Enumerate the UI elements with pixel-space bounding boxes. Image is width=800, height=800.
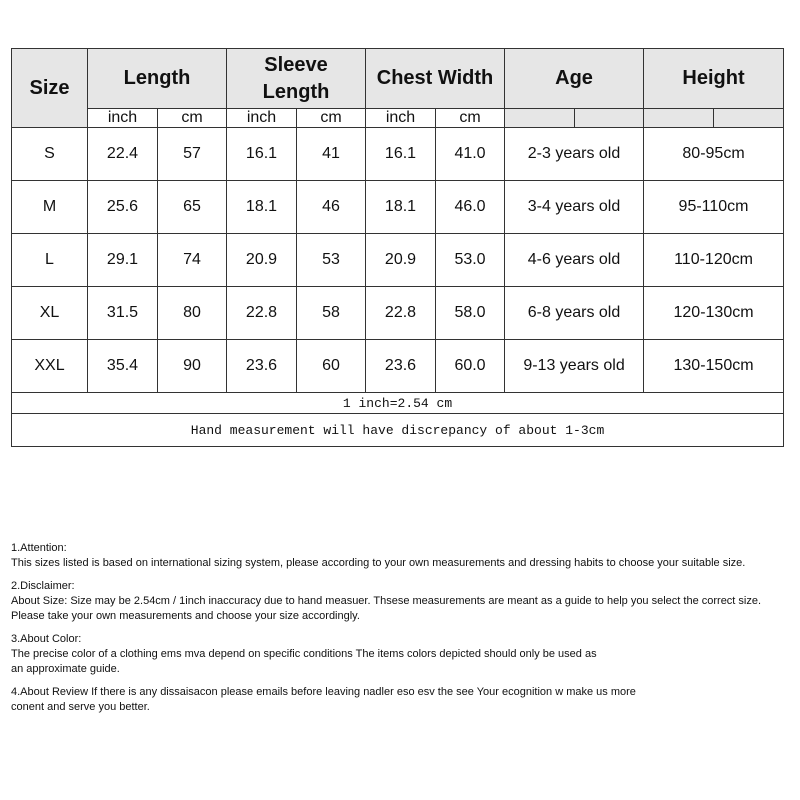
cell-chest-inch: 20.9 xyxy=(366,234,436,287)
conversion-note: 1 inch=2.54 cm xyxy=(12,393,784,414)
review-line1: 4.About Review If there is any dissaisacon please emails before leaving nadler eso esv the see Your ecognition w make us more xyxy=(11,686,636,698)
cell-length-inch: 35.4 xyxy=(88,340,158,393)
cell-sleeve-cm: 53 xyxy=(297,234,366,287)
cell-length-inch: 25.6 xyxy=(88,181,158,234)
cell-length-cm: 80 xyxy=(158,287,227,340)
disclaimer-block xyxy=(11,579,796,624)
disclaimer-line1: About Size: Size may be 2.54cm / 1inch inaccuracy due to hand measuer. Thsese measurements are meant as a guide to help you select the correct size. xyxy=(11,595,762,607)
cell-chest-inch: 22.8 xyxy=(366,287,436,340)
table-row xyxy=(12,234,784,287)
cell-chest-cm: 46.0 xyxy=(436,181,505,234)
cell-sleeve-inch: 20.9 xyxy=(227,234,297,287)
review-line2: conent and serve you better. xyxy=(11,701,150,713)
table-row xyxy=(12,340,784,393)
cell-age: 6-8 years old xyxy=(505,287,644,340)
header-chest-width: Chest Width xyxy=(366,49,505,109)
cell-chest-inch: 23.6 xyxy=(366,340,436,393)
color-block xyxy=(11,632,796,677)
cell-sleeve-inch: 18.1 xyxy=(227,181,297,234)
cell-height: 120-130cm xyxy=(644,287,784,340)
cell-sleeve-inch: 23.6 xyxy=(227,340,297,393)
cell-chest-cm: 41.0 xyxy=(436,128,505,181)
color-line1: The precise color of a clothing ems mva depend on specific conditions The items colors depicted should only be used as xyxy=(11,648,597,660)
cell-sleeve-cm: 60 xyxy=(297,340,366,393)
header-length: Length xyxy=(88,49,227,109)
unit-chest-cm: cm xyxy=(436,109,505,128)
cell-chest-cm: 60.0 xyxy=(436,340,505,393)
header-size: Size xyxy=(12,49,88,128)
cell-sleeve-cm: 41 xyxy=(297,128,366,181)
unit-age-empty-1 xyxy=(505,109,575,128)
notes-section xyxy=(11,541,796,723)
unit-sleeve-inch: inch xyxy=(227,109,297,128)
cell-length-cm: 65 xyxy=(158,181,227,234)
attention-title: 1.Attention: xyxy=(11,542,67,554)
table-row xyxy=(12,181,784,234)
cell-size: XL xyxy=(12,287,88,340)
attention-text: This sizes listed is based on international sizing system, please according to your own measurements and dressing habits to choose your suitable size. xyxy=(11,557,746,569)
discrepancy-note: Hand measurement will have discrepancy of about 1-3cm xyxy=(12,414,784,447)
size-chart-table xyxy=(11,48,784,447)
cell-sleeve-inch: 22.8 xyxy=(227,287,297,340)
cell-age: 2-3 years old xyxy=(505,128,644,181)
unit-height-empty-1 xyxy=(644,109,714,128)
cell-chest-cm: 58.0 xyxy=(436,287,505,340)
cell-sleeve-cm: 46 xyxy=(297,181,366,234)
cell-length-inch: 29.1 xyxy=(88,234,158,287)
table-row xyxy=(12,287,784,340)
disclaimer-line2: Please take your own measurements and choose your size accordingly. xyxy=(11,610,360,622)
color-line2: an approximate guide. xyxy=(11,663,120,675)
cell-age: 9-13 years old xyxy=(505,340,644,393)
header-height: Height xyxy=(644,49,784,109)
cell-chest-inch: 16.1 xyxy=(366,128,436,181)
cell-height: 130-150cm xyxy=(644,340,784,393)
cell-size: L xyxy=(12,234,88,287)
cell-length-cm: 74 xyxy=(158,234,227,287)
cell-age: 4-6 years old xyxy=(505,234,644,287)
header-sleeve-length xyxy=(227,49,366,109)
unit-sleeve-cm: cm xyxy=(297,109,366,128)
discrepancy-row xyxy=(12,414,784,447)
cell-size: XXL xyxy=(12,340,88,393)
units-row xyxy=(12,109,784,128)
cell-length-inch: 31.5 xyxy=(88,287,158,340)
attention-block xyxy=(11,541,796,571)
disclaimer-title: 2.Disclaimer: xyxy=(11,580,75,592)
cell-length-cm: 57 xyxy=(158,128,227,181)
cell-sleeve-cm: 58 xyxy=(297,287,366,340)
header-age: Age xyxy=(505,49,644,109)
cell-chest-cm: 53.0 xyxy=(436,234,505,287)
table-row xyxy=(12,128,784,181)
unit-height-empty-2 xyxy=(714,109,784,128)
unit-age-empty-2 xyxy=(575,109,644,128)
cell-size: M xyxy=(12,181,88,234)
cell-chest-inch: 18.1 xyxy=(366,181,436,234)
cell-age: 3-4 years old xyxy=(505,181,644,234)
cell-size: S xyxy=(12,128,88,181)
unit-length-inch: inch xyxy=(88,109,158,128)
cell-sleeve-inch: 16.1 xyxy=(227,128,297,181)
unit-length-cm: cm xyxy=(158,109,227,128)
cell-length-cm: 90 xyxy=(158,340,227,393)
cell-length-inch: 22.4 xyxy=(88,128,158,181)
header-sleeve-line1: Sleeve xyxy=(264,53,328,76)
cell-height: 110-120cm xyxy=(644,234,784,287)
header-row xyxy=(12,49,784,109)
header-sleeve-line2: Length xyxy=(262,80,330,103)
color-title: 3.About Color: xyxy=(11,633,82,645)
conversion-row xyxy=(12,393,784,414)
cell-height: 95-110cm xyxy=(644,181,784,234)
review-block xyxy=(11,685,796,715)
unit-chest-inch: inch xyxy=(366,109,436,128)
cell-height: 80-95cm xyxy=(644,128,784,181)
